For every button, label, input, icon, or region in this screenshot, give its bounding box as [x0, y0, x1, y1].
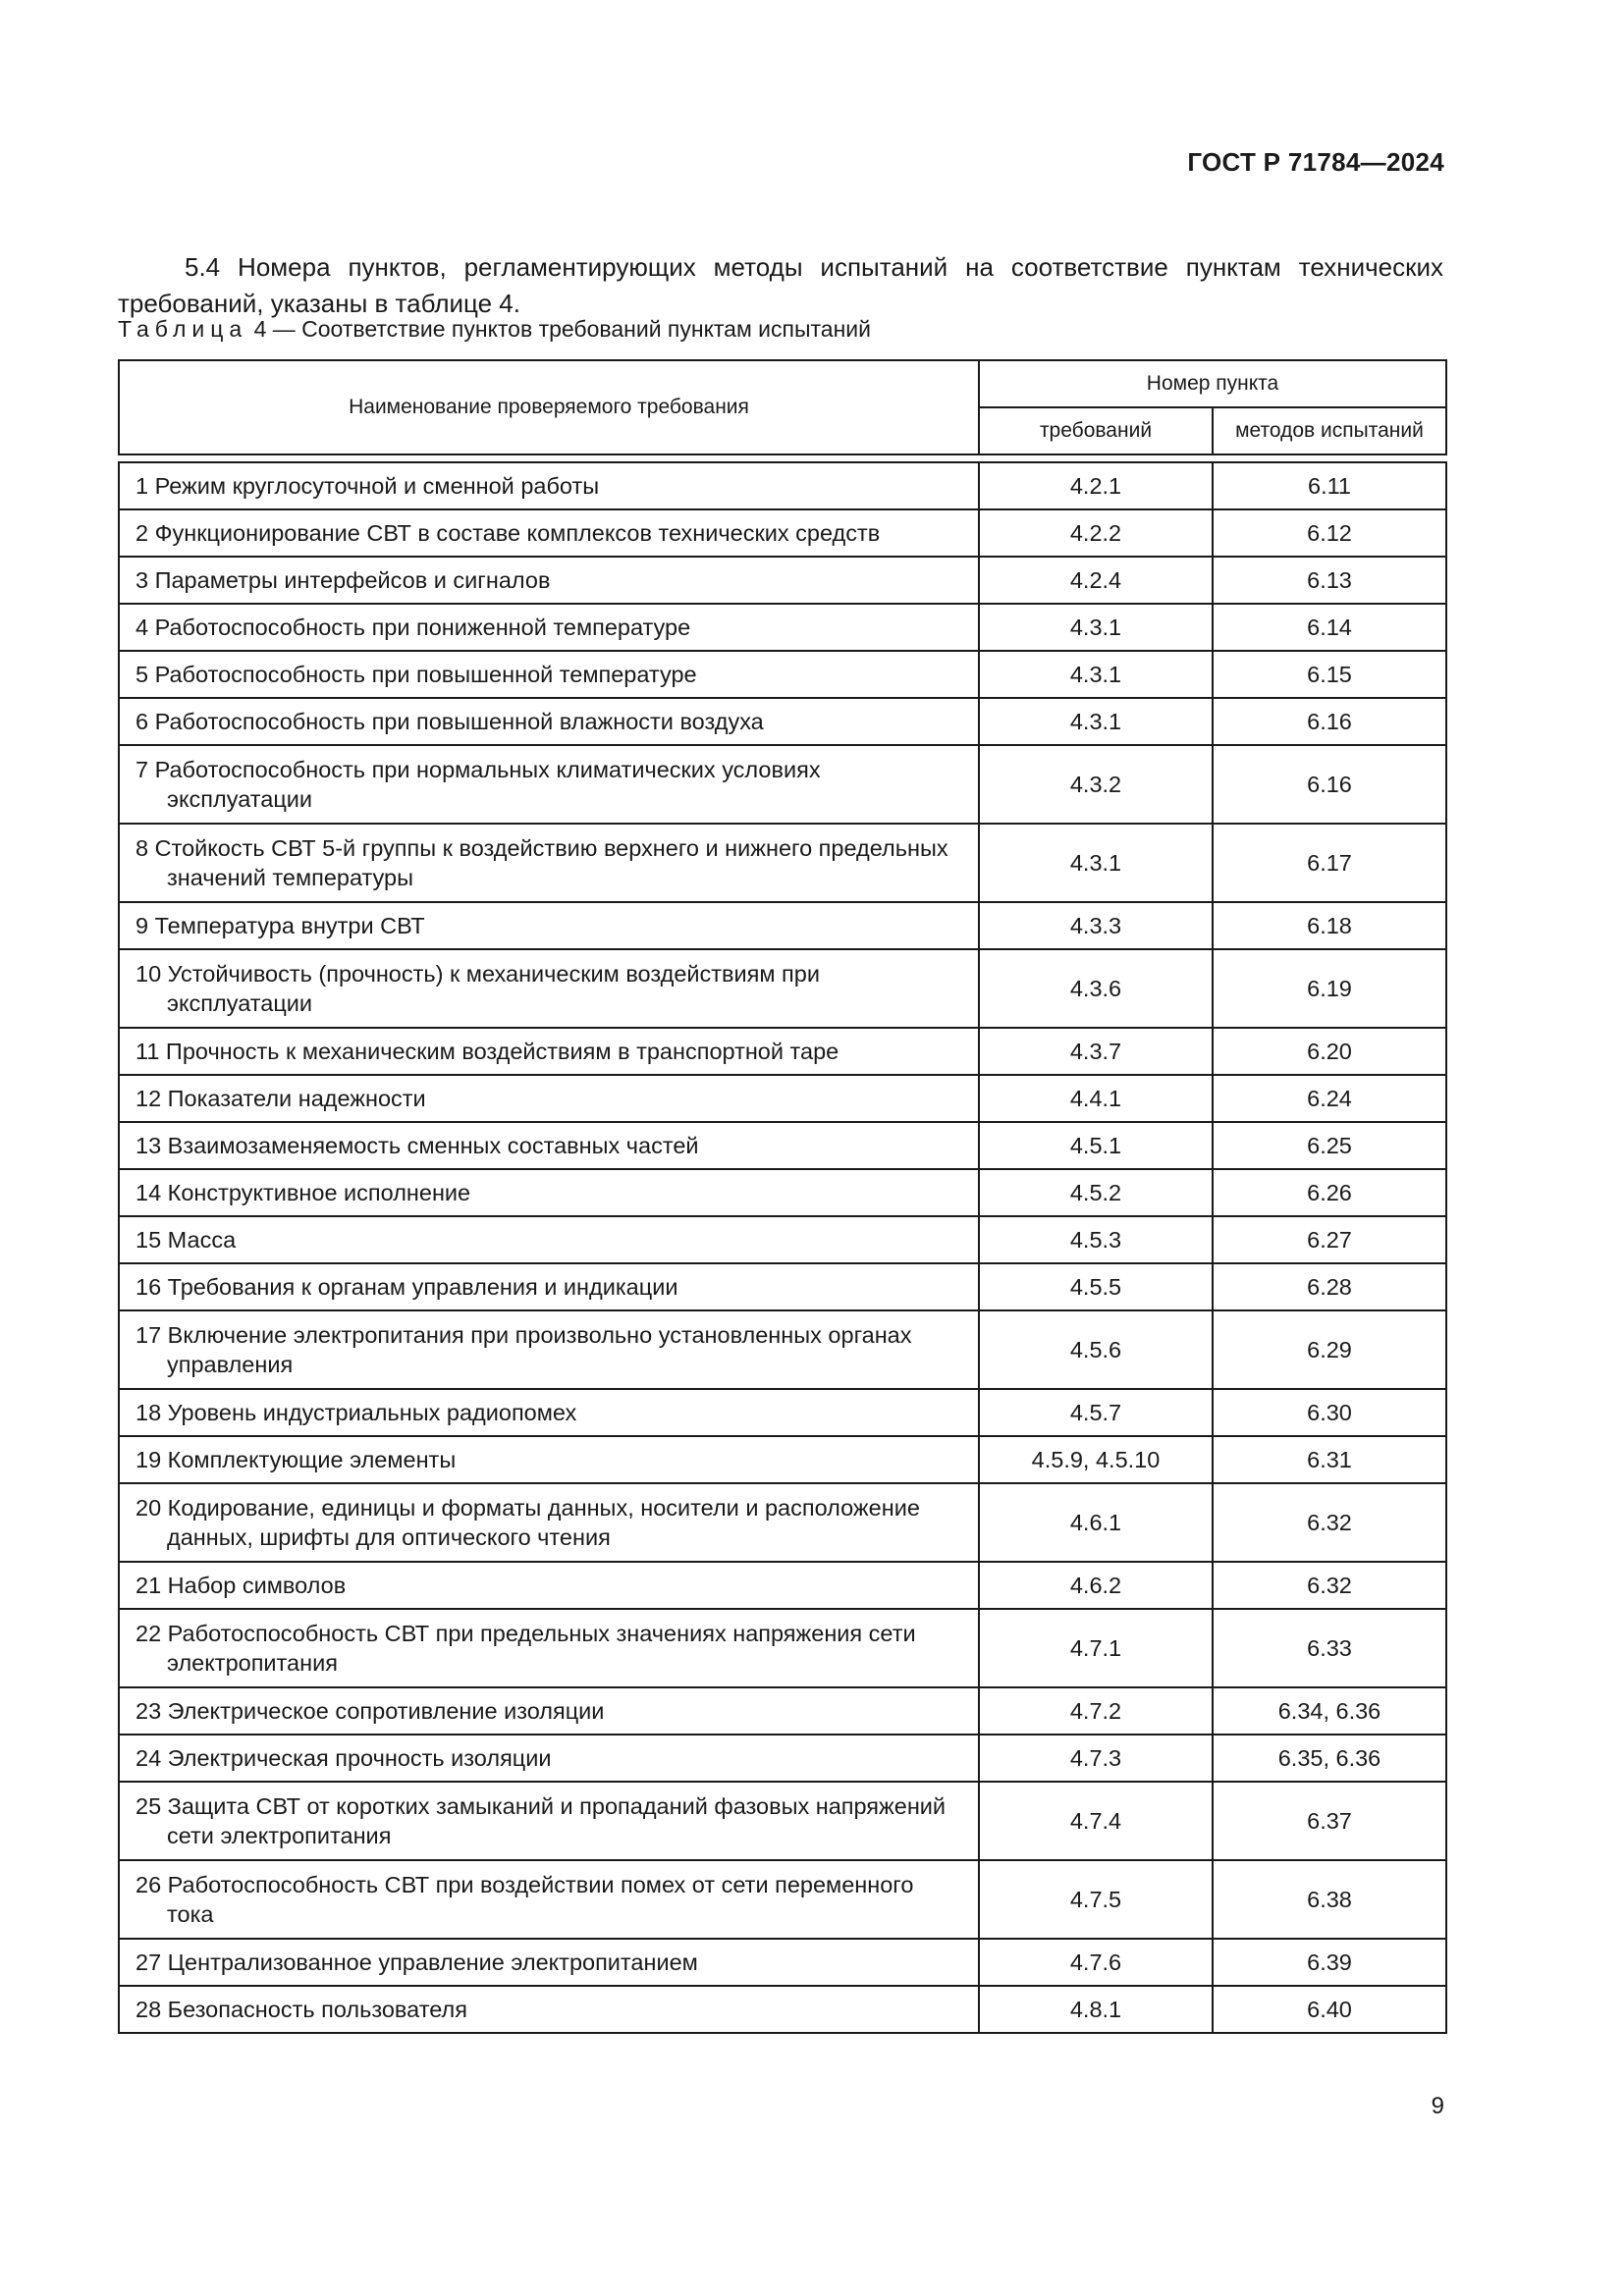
requirement-clause-cell: 4.2.4: [979, 557, 1213, 604]
header-separator-cell: [119, 454, 1446, 462]
table-row: [119, 509, 1446, 557]
requirement-clause-cell: 4.3.6: [979, 949, 1213, 1028]
requirement-name: 6 Работоспособность при повышенной влажности воздуха: [135, 709, 764, 734]
table-caption-text: 4 — Соответствие пунктов требований пунктам испытаний: [253, 316, 871, 342]
requirement-clause-cell: 4.5.1: [979, 1122, 1213, 1169]
test-method-clause-cell: 6.37: [1213, 1782, 1446, 1860]
requirement-clause-cell: 4.3.1: [979, 698, 1213, 745]
requirement-name-cell: [119, 1986, 979, 2033]
table-body: [119, 454, 1446, 2033]
test-method-clause-cell: 6.31: [1213, 1436, 1446, 1483]
requirement-name: 15 Масса: [135, 1227, 237, 1253]
requirement-name-cell: [119, 1169, 979, 1216]
table-row: [119, 1216, 1446, 1263]
table-row: [119, 462, 1446, 509]
table-row: [119, 1389, 1446, 1436]
test-method-clause-cell: 6.39: [1213, 1939, 1446, 1986]
requirement-name-cell: [119, 1860, 979, 1939]
test-method-clause-cell: 6.32: [1213, 1562, 1446, 1609]
test-method-clause-cell: 6.25: [1213, 1122, 1446, 1169]
requirement-name-cell: [119, 1216, 979, 1263]
requirement-name-cell: [119, 745, 979, 824]
column-header-requirements: требований: [979, 407, 1213, 454]
table-row: [119, 651, 1446, 698]
test-method-clause-cell: 6.34, 6.36: [1213, 1687, 1446, 1735]
requirement-name-cell: [119, 1687, 979, 1735]
table-row: [119, 824, 1446, 902]
requirement-name-cell: [119, 1122, 979, 1169]
requirement-clause-cell: 4.3.7: [979, 1028, 1213, 1075]
page-number: 9: [1431, 2093, 1444, 2119]
requirement-clause-cell: 4.5.3: [979, 1216, 1213, 1263]
table-row: [119, 1687, 1446, 1735]
test-method-clause-cell: 6.30: [1213, 1389, 1446, 1436]
requirement-name: 3 Параметры интерфейсов и сигналов: [135, 567, 551, 593]
requirement-name: 1 Режим круглосуточной и сменной работы: [135, 473, 600, 499]
table-row: [119, 1939, 1446, 1986]
requirement-clause-cell: 4.7.5: [979, 1860, 1213, 1939]
requirement-clause-cell: 4.7.2: [979, 1687, 1213, 1735]
requirement-name-cell: [119, 1389, 979, 1436]
test-method-clause-cell: 6.38: [1213, 1860, 1446, 1939]
requirement-name-cell: [119, 1310, 979, 1389]
requirement-clause-cell: 4.5.6: [979, 1310, 1213, 1389]
requirement-name-cell: [119, 557, 979, 604]
intro-paragraph: 5.4 Номера пунктов, регламентирующих методы испытаний на соответствие пунктам технических требований, указаны в таблице 4.: [118, 252, 1443, 318]
requirement-name: 19 Комплектующие элементы: [135, 1447, 457, 1472]
requirement-name: 27 Централизованное управление электропитанием: [135, 1949, 698, 1975]
requirement-clause-cell: 4.4.1: [979, 1075, 1213, 1122]
requirement-name: 9 Температура внутри СВТ: [135, 913, 425, 938]
table-row: [119, 557, 1446, 604]
table-row: [119, 949, 1446, 1028]
column-header-test-methods: методов испытаний: [1213, 407, 1446, 454]
requirement-name: 23 Электрическое сопротивление изоляции: [135, 1698, 605, 1724]
requirement-clause-cell: 4.7.1: [979, 1609, 1213, 1687]
requirement-clause-cell: 4.3.2: [979, 745, 1213, 824]
requirement-name-cell: [119, 509, 979, 557]
requirement-name-cell: [119, 1782, 979, 1860]
test-method-clause-cell: 6.11: [1213, 462, 1446, 509]
requirement-name-cell: [119, 462, 979, 509]
test-method-clause-cell: 6.33: [1213, 1609, 1446, 1687]
requirement-name: 21 Набор символов: [135, 1573, 347, 1598]
requirement-name: 24 Электрическая прочность изоляции: [135, 1745, 552, 1771]
test-method-clause-cell: 6.28: [1213, 1263, 1446, 1310]
table-row: [119, 1986, 1446, 2033]
requirement-name-cell: [119, 1436, 979, 1483]
table-row: [119, 1310, 1446, 1389]
requirement-name: 14 Конструктивное исполнение: [135, 1180, 471, 1205]
table-row: [119, 1609, 1446, 1687]
table-row: [119, 902, 1446, 949]
requirement-name-cell: [119, 1075, 979, 1122]
test-method-clause-cell: 6.16: [1213, 745, 1446, 824]
requirement-name: 25 Защита СВТ от коротких замыканий и пропаданий фазовых напряжений сети электропитания: [135, 1793, 947, 1848]
requirement-clause-cell: 4.7.6: [979, 1939, 1213, 1986]
requirement-clause-cell: 4.2.1: [979, 462, 1213, 509]
test-method-clause-cell: 6.18: [1213, 902, 1446, 949]
requirement-clause-cell: 4.3.1: [979, 824, 1213, 902]
table-caption: [118, 316, 871, 343]
test-method-clause-cell: 6.13: [1213, 557, 1446, 604]
requirement-name: 16 Требования к органам управления и индикации: [135, 1274, 678, 1300]
requirement-name: 5 Работоспособность при повышенной температуре: [135, 662, 697, 687]
table-row: [119, 1263, 1446, 1310]
requirement-name: 22 Работоспособность СВТ при предельных значениях напряжения сети электропитания: [135, 1621, 916, 1676]
table-row: [119, 698, 1446, 745]
test-method-clause-cell: 6.12: [1213, 509, 1446, 557]
requirement-name-cell: [119, 651, 979, 698]
requirement-name: 10 Устойчивость (прочность) к механическим воздействиям при эксплуатации: [135, 961, 820, 1016]
requirement-clause-cell: 4.3.1: [979, 651, 1213, 698]
requirement-clause-cell: 4.5.9, 4.5.10: [979, 1436, 1213, 1483]
table-row: [119, 1562, 1446, 1609]
test-method-clause-cell: 6.26: [1213, 1169, 1446, 1216]
requirement-name-cell: [119, 1939, 979, 1986]
column-header-name: Наименование проверяемого требования: [119, 360, 979, 454]
requirement-name: 7 Работоспособность при нормальных климатических условиях эксплуатации: [135, 757, 821, 812]
table-row: [119, 604, 1446, 651]
requirement-clause-cell: 4.5.7: [979, 1389, 1213, 1436]
column-header-group: Номер пункта: [979, 360, 1446, 407]
requirement-name: 11 Прочность к механическим воздействиям в транспортной таре: [135, 1039, 839, 1064]
header-separator: [119, 454, 1446, 462]
test-method-clause-cell: 6.14: [1213, 604, 1446, 651]
requirement-name: 2 Функционирование СВТ в составе комплексов технических средств: [135, 520, 881, 546]
table-row: [119, 745, 1446, 824]
requirement-name: 17 Включение электропитания при произвольно установленных органах управления: [135, 1322, 912, 1377]
test-method-clause-cell: 6.15: [1213, 651, 1446, 698]
requirements-table: [118, 359, 1447, 2034]
test-method-clause-cell: 6.17: [1213, 824, 1446, 902]
test-method-clause-cell: 6.32: [1213, 1483, 1446, 1562]
requirement-name: 26 Работоспособность СВТ при воздействии помех от сети переменного тока: [135, 1872, 914, 1927]
test-method-clause-cell: 6.29: [1213, 1310, 1446, 1389]
table-row: [119, 1169, 1446, 1216]
requirement-name-cell: [119, 1028, 979, 1075]
test-method-clause-cell: 6.16: [1213, 698, 1446, 745]
table-row: [119, 1436, 1446, 1483]
requirement-name-cell: [119, 698, 979, 745]
test-method-clause-cell: 6.27: [1213, 1216, 1446, 1263]
requirement-clause-cell: 4.8.1: [979, 1986, 1213, 2033]
requirement-clause-cell: 4.2.2: [979, 509, 1213, 557]
test-method-clause-cell: 6.19: [1213, 949, 1446, 1028]
requirement-name: 13 Взаимозаменяемость сменных составных частей: [135, 1133, 699, 1158]
requirement-clause-cell: 4.3.3: [979, 902, 1213, 949]
requirement-name-cell: [119, 604, 979, 651]
requirement-name: 12 Показатели надежности: [135, 1086, 426, 1111]
table-caption-label: Таблица: [118, 316, 248, 342]
requirement-name-cell: [119, 1562, 979, 1609]
requirement-name: 18 Уровень индустриальных радиопомех: [135, 1400, 577, 1425]
requirement-name-cell: [119, 824, 979, 902]
table-row: [119, 1483, 1446, 1562]
requirement-name-cell: [119, 902, 979, 949]
requirement-clause-cell: 4.6.1: [979, 1483, 1213, 1562]
requirement-clause-cell: 4.6.2: [979, 1562, 1213, 1609]
table-row: [119, 1735, 1446, 1782]
requirement-clause-cell: 4.5.5: [979, 1263, 1213, 1310]
requirement-name-cell: [119, 1609, 979, 1687]
test-method-clause-cell: 6.24: [1213, 1075, 1446, 1122]
test-method-clause-cell: 6.20: [1213, 1028, 1446, 1075]
document-code: ГОСТ Р 71784—2024: [1187, 147, 1444, 177]
requirement-name-cell: [119, 1263, 979, 1310]
requirement-name: 4 Работоспособность при пониженной температуре: [135, 614, 691, 640]
test-method-clause-cell: 6.35, 6.36: [1213, 1735, 1446, 1782]
table-row: [119, 1122, 1446, 1169]
requirement-clause-cell: 4.7.4: [979, 1782, 1213, 1860]
requirement-name-cell: [119, 949, 979, 1028]
table-row: [119, 1028, 1446, 1075]
requirement-name: 8 Стойкость СВТ 5-й группы к воздействию верхнего и нижнего предельных значений температуры: [135, 835, 948, 890]
table-row: [119, 1075, 1446, 1122]
requirement-name: 20 Кодирование, единицы и форматы данных, носители и расположение данных, шрифты для оптического чтения: [135, 1495, 920, 1550]
table-row: [119, 1782, 1446, 1860]
requirement-name-cell: [119, 1735, 979, 1782]
requirement-clause-cell: 4.7.3: [979, 1735, 1213, 1782]
requirement-name-cell: [119, 1483, 979, 1562]
table-row: [119, 1860, 1446, 1939]
test-method-clause-cell: 6.40: [1213, 1986, 1446, 2033]
requirement-clause-cell: 4.5.2: [979, 1169, 1213, 1216]
requirement-name: 28 Безопасность пользователя: [135, 1997, 467, 2022]
requirement-clause-cell: 4.3.1: [979, 604, 1213, 651]
